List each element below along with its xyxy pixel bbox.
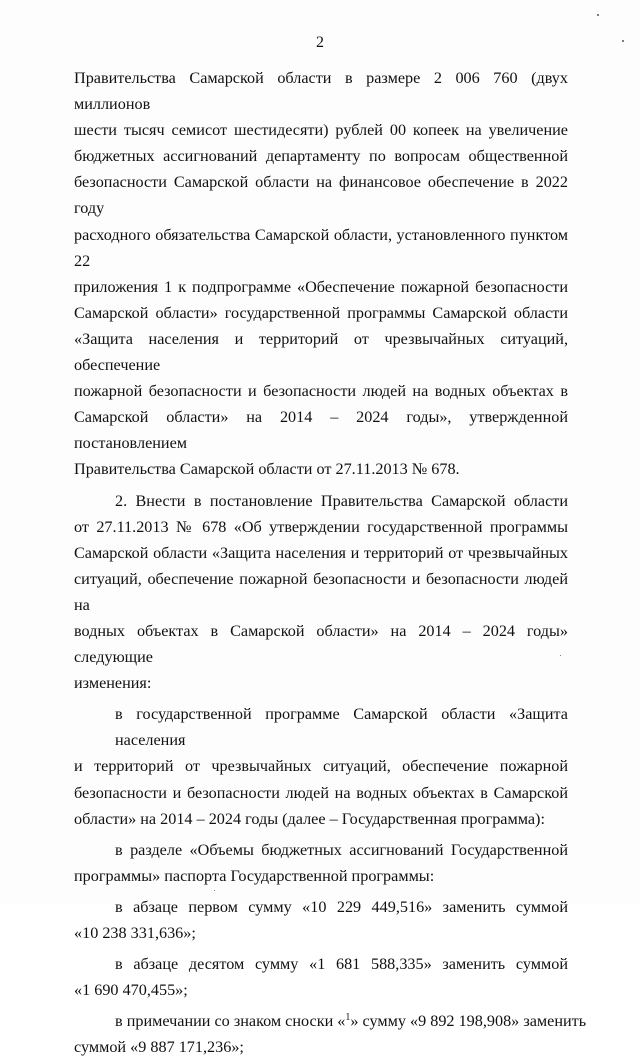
text-line: в государственной программе Самарской области «Защита населения [115,705,568,750]
text-line: программы» паспорта Государственной программы: [74,866,435,885]
text-line: «1 690 470,455»; [74,981,188,1000]
text-line: Правительства Самарской области от 27.11.2013 № 678. [74,460,460,479]
text-line: от 27.11.2013 № 678 «Об утверждении государственной программы [74,517,568,536]
text-line: Самарской области «Защита населения и территорий от чрезвычайных [74,543,568,562]
text-line: Самарской области» на 2014 – 2024 годы», утвержденной постановлением [74,408,568,453]
page-number: 2 [316,34,324,51]
text-line: бюджетных ассигнований департаменту по вопросам общественной [74,147,568,166]
document-body [74,65,587,1060]
text-line: безопасности и безопасности людей на водных объектах в Самарской [74,783,568,802]
text-line: изменения: [74,674,152,693]
text-line: суммой «9 887 171,236»; [74,1038,244,1057]
text-line: и территорий от чрезвычайных ситуаций, обеспечение пожарной [74,757,568,776]
text-line: пожарной безопасности и безопасности людей на водных объектах в [74,382,568,401]
paragraph-tenth-clause [74,951,568,1003]
paragraph-item-2 [74,488,568,697]
paragraph-program [74,701,568,831]
text-line: в разделе «Объемы бюджетных ассигнований Государственной [115,840,568,859]
footnote-mark: 1 [345,1012,351,1024]
text-line: безопасности Самарской области на финансовое обеспечение в 2022 году [74,173,568,218]
text-line: в абзаце десятом сумму «1 681 588,335» заменить суммой [115,955,568,974]
scan-speck [214,890,215,891]
text-line: Правительства Самарской области в размере 2 006 760 (двух миллионов [74,69,568,114]
text-line: «Защита населения и территорий от чрезвычайных ситуаций, обеспечение [74,329,568,375]
scan-speck [597,14,599,16]
text-line: 2. Внести в постановление Правительства Самарской области [115,491,568,510]
scan-speck [560,655,561,656]
text-line: области» на 2014 – 2024 годы (далее – Государственная программа): [74,809,545,828]
text-line: приложения 1 к подпрограмме «Обеспечение пожарной безопасности [74,277,568,296]
paragraph-section [74,837,568,889]
paragraph-footnote-note [74,1008,587,1060]
text-line: «10 238 331,636»; [74,924,196,942]
text-line: Самарской области» государственной программы Самарской области [74,303,568,322]
paragraph-continuation [74,65,568,483]
text-line: водных объектах в Самарской области» на 2014 – 2024 годы» следующие [74,621,568,667]
scan-speck [622,40,624,42]
text-line: ситуаций, обеспечение пожарной безопасности и безопасности людей на [74,569,568,614]
text-line: в абзаце первом сумму «10 229 449,516» заменить суммой [115,897,568,916]
text-line: в примечании со знаком сноски «$^1$» сумму «9 892 198,908» заменить [115,1012,587,1031]
text-line: шести тысяч семисот шестидесяти) рублей 00 копеек на увеличение [74,121,568,140]
paragraph-first-clause [74,894,568,946]
text-line: расходного обязательства Самарской области, установленного пунктом 22 [74,225,568,270]
